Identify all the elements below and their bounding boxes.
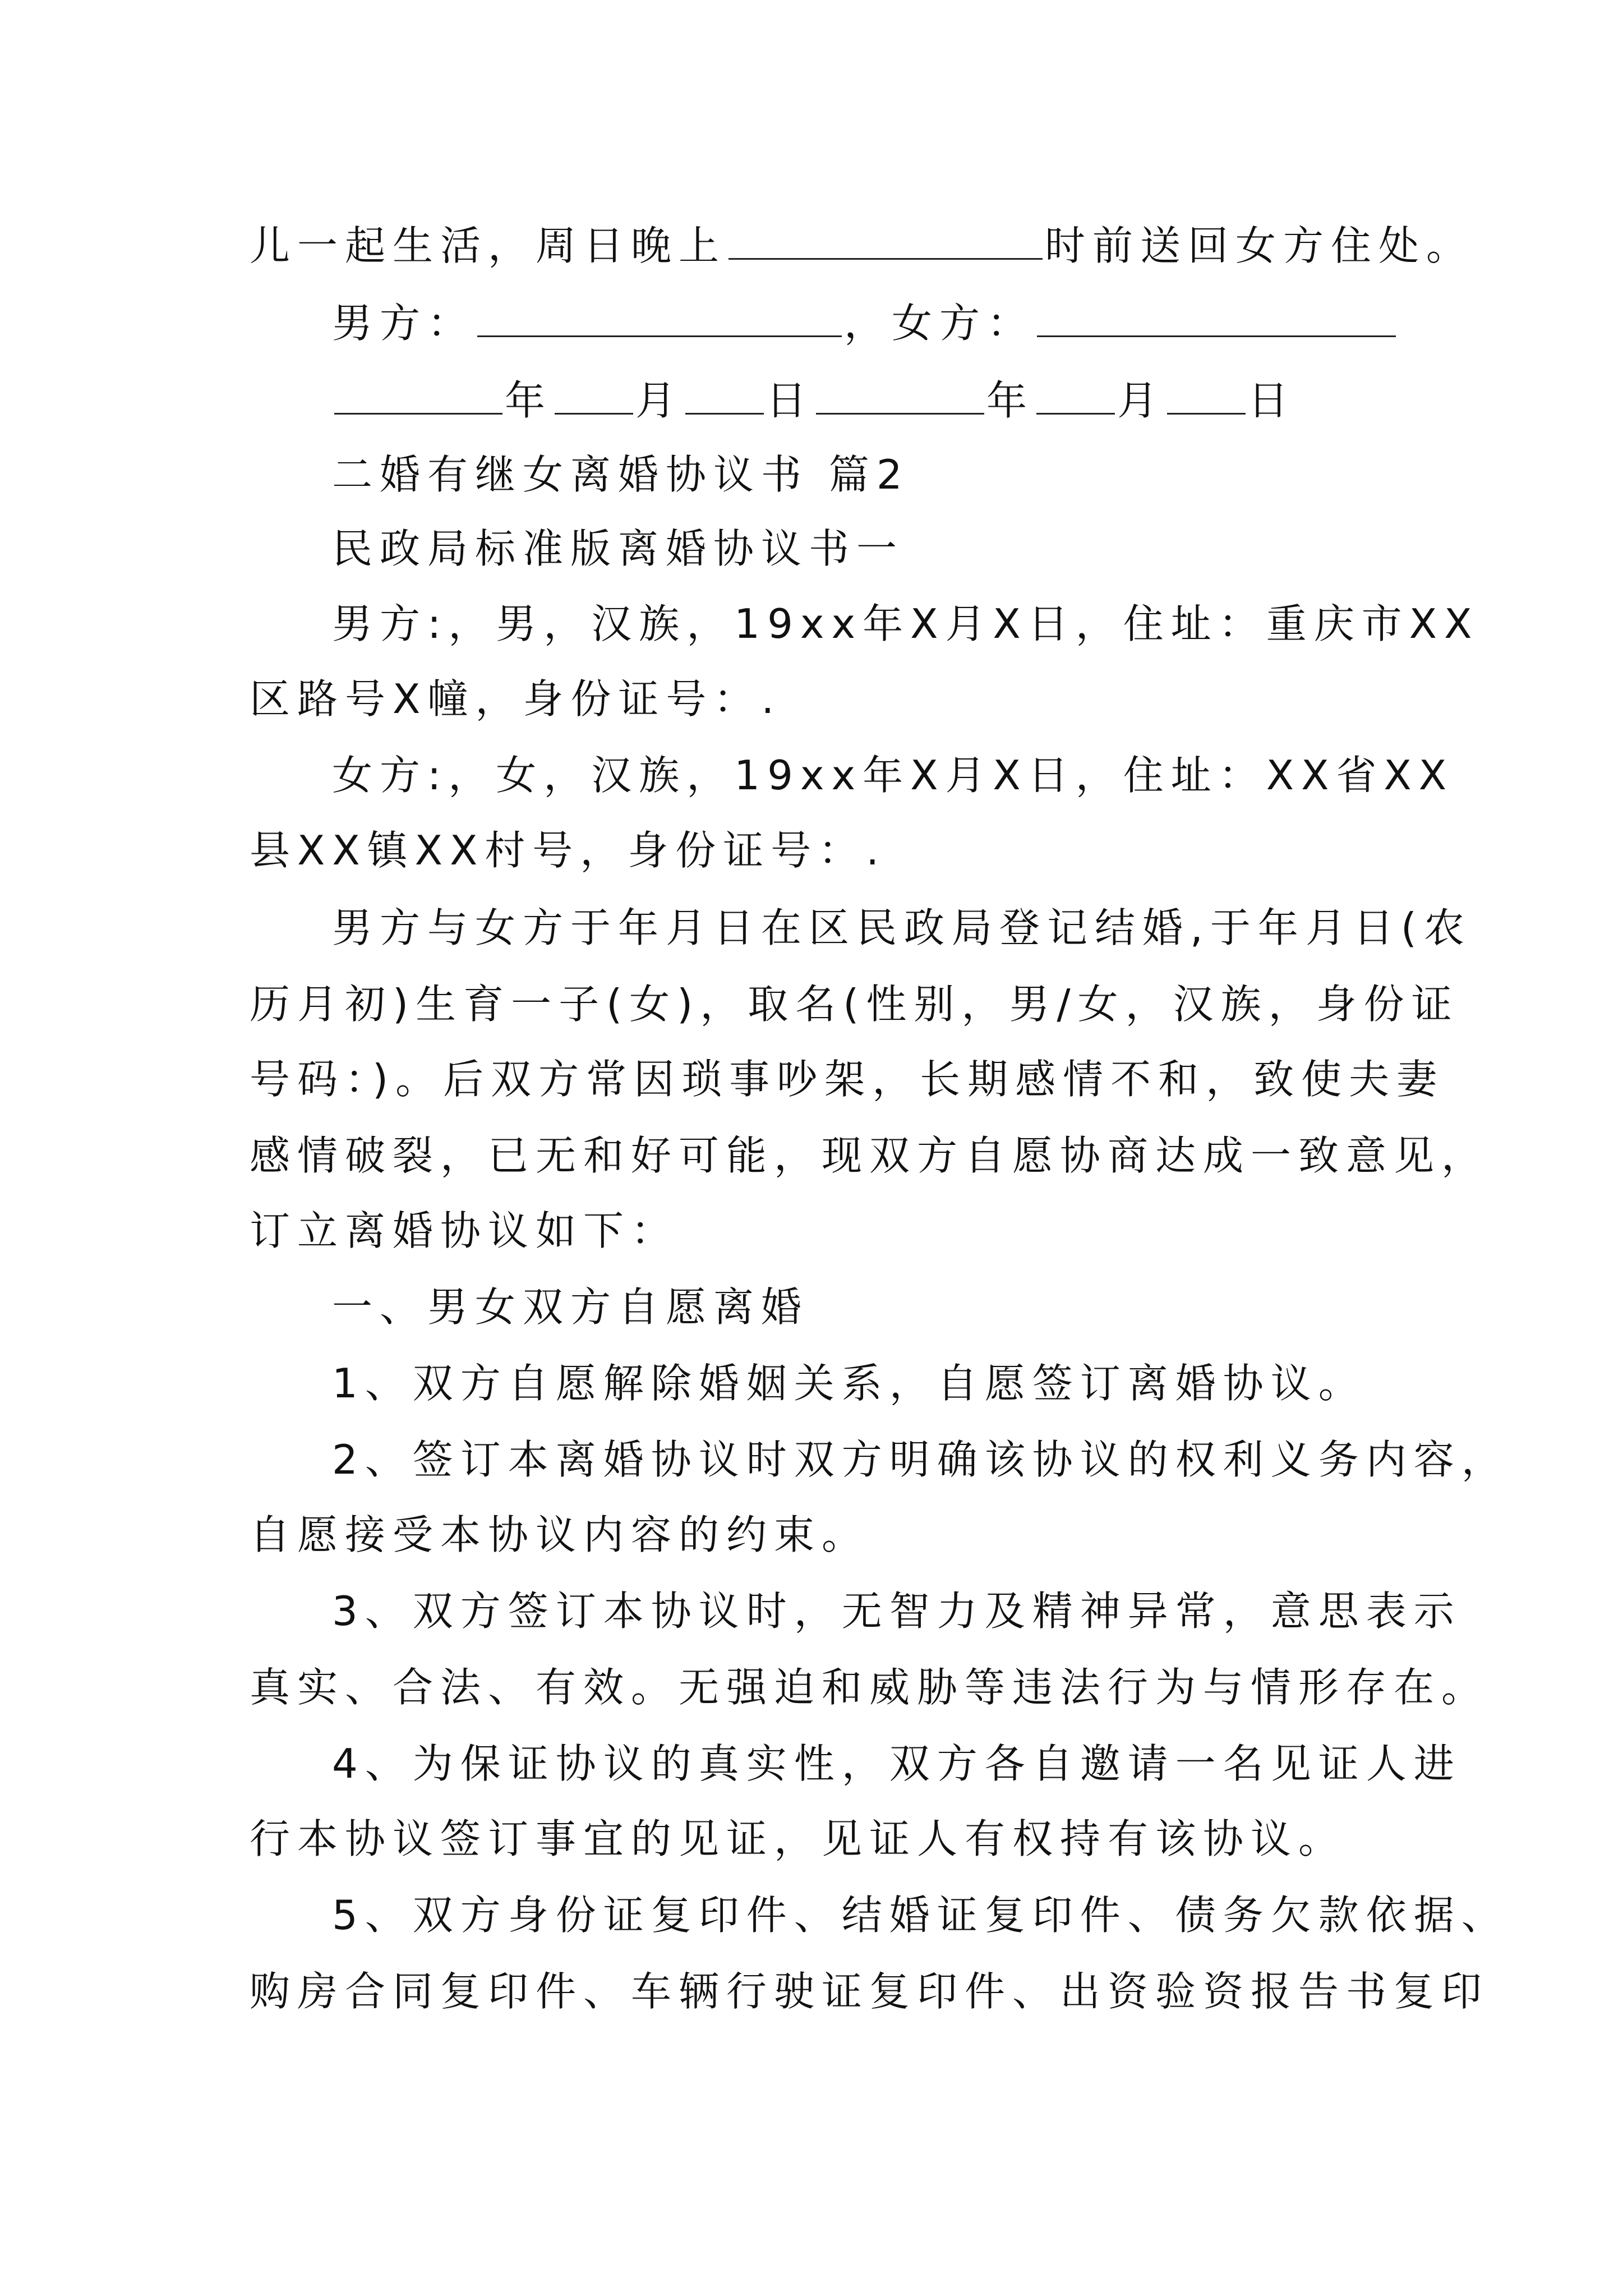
year-label: 年 — [505, 377, 553, 424]
section-heading: 一、男女双方自愿离婚 — [332, 1283, 809, 1331]
year-blank — [816, 378, 984, 415]
list-item: 1、双方自愿解除婚姻关系，自愿签订离婚协议。 — [332, 1360, 1366, 1407]
woman-label: ，女方： — [844, 300, 1035, 347]
list-item: 4、为保证协议的真实性，双方各自邀请一名见证人进 — [332, 1740, 1461, 1787]
woman-info-line: 县XX镇XX村号，身份证号：. — [250, 827, 887, 874]
article-heading: 二婚有继女离婚协议书 篇2 — [332, 451, 910, 498]
day-label: 日 — [766, 377, 814, 424]
year-label: 年 — [986, 377, 1035, 424]
day-blank — [685, 378, 764, 415]
list-item: 2、签订本离婚协议时双方明确该协议的权利义务内容， — [332, 1436, 1509, 1483]
list-item-continuation: 真实、合法、有效。无强迫和威胁等违法行为与情形存在。 — [250, 1664, 1490, 1711]
woman-info-line: 女方:，女，汉族，19xx年X月X日，住址：XX省XX — [332, 752, 1454, 799]
man-info-line: 区路号X幢，身份证号：. — [250, 675, 782, 723]
month-label: 月 — [635, 377, 684, 424]
list-item-continuation: 自愿接受本协议内容的约束。 — [250, 1511, 870, 1558]
date-line — [332, 375, 1482, 426]
paragraph-line: 号码：)。后双方常因琐事吵架，长期感情不和，致使夫妻 — [250, 1056, 1445, 1103]
paragraph-line: 感情破裂，已无和好可能，现双方自愿协商达成一致意见， — [250, 1132, 1490, 1179]
text-fragment: 儿一起生活，周日晚上 — [250, 222, 727, 269]
list-item: 3、双方签订本协议时，无智力及精神异常，意思表示 — [332, 1588, 1461, 1635]
day-blank — [1167, 378, 1246, 415]
list-item: 5、双方身份证复印件、结婚证复印件、债务欠款依据、 — [332, 1892, 1509, 1939]
list-item-continuation: 购房合同复印件、车辆行驶证复印件、出资验资报告书复印 — [250, 1968, 1490, 2015]
day-label: 日 — [1248, 377, 1296, 424]
paragraph-line: 男方与女方于年月日在区民政局登记结婚,于年月日(农 — [332, 904, 1472, 951]
signature-line — [332, 297, 1482, 349]
paragraph-line: 历月初)生育一子(女)，取名(性别，男/女，汉族，身份证 — [250, 981, 1459, 1028]
text-line-1 — [250, 220, 1474, 272]
woman-signature-blank — [1037, 301, 1396, 337]
month-blank — [555, 378, 633, 415]
fill-blank — [728, 223, 1043, 260]
subheading: 民政局标准版离婚协议书一 — [332, 525, 905, 572]
man-label: 男方： — [332, 300, 476, 347]
man-info-line: 男方:，男，汉族，19xx年X月X日，住址：重庆市XX — [332, 600, 1479, 647]
text-fragment: 时前送回女方住处。 — [1045, 222, 1474, 269]
year-blank — [334, 378, 502, 415]
month-label: 月 — [1117, 377, 1165, 424]
list-item-continuation: 行本协议签订事宜的见证，见证人有权持有该协议。 — [250, 1815, 1347, 1862]
month-blank — [1036, 378, 1115, 415]
paragraph-line: 订立离婚协议如下： — [250, 1207, 679, 1254]
man-signature-blank — [477, 301, 842, 337]
